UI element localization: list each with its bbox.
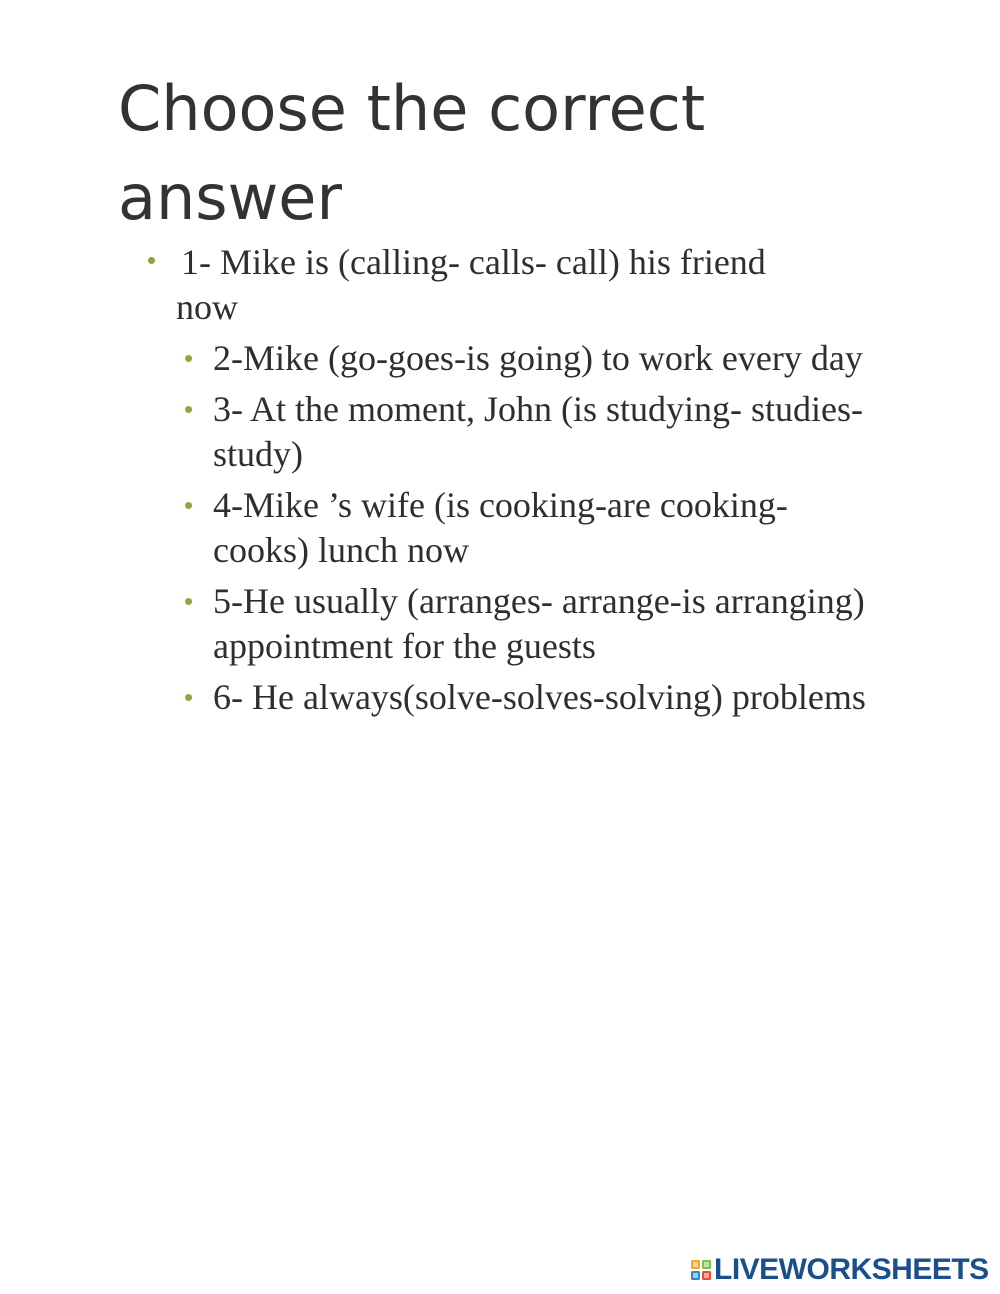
bullet-icon: • [184, 586, 194, 616]
list-item [0, 336, 1000, 381]
liveworksheets-logo-icon [690, 1259, 712, 1281]
question-list [0, 240, 1000, 726]
bullet-icon: • [184, 343, 194, 373]
question-text: 5-He usually (arranges- arrange-is arranging) appointment for the guests [213, 581, 865, 666]
list-item [0, 675, 1000, 720]
question-text: 3- At the moment, John (is studying- studies- study) [213, 389, 863, 474]
list-item [0, 240, 1000, 330]
bullet-icon: • [184, 490, 194, 520]
list-item [0, 387, 1000, 477]
list-item [0, 579, 1000, 669]
brand-name: LIVEWORKSHEETS [714, 1253, 989, 1286]
question-text: 6- He always(solve-solves-solving) problems [213, 677, 866, 717]
question-text: 4-Mike ’s wife (is cooking-are cooking-cooks) lunch now [213, 485, 788, 570]
bullet-icon: • [184, 682, 194, 712]
question-text: 2-Mike (go-goes-is going) to work every day [213, 338, 863, 378]
bullet-icon: • [184, 394, 194, 424]
question-text: 1- Mike is (calling- calls- call) his friend now [176, 242, 766, 327]
brand-watermark [690, 1254, 989, 1286]
bullet-icon: • [147, 245, 157, 275]
list-item [0, 483, 1000, 573]
page-title: Choose the correct answer [118, 72, 706, 234]
